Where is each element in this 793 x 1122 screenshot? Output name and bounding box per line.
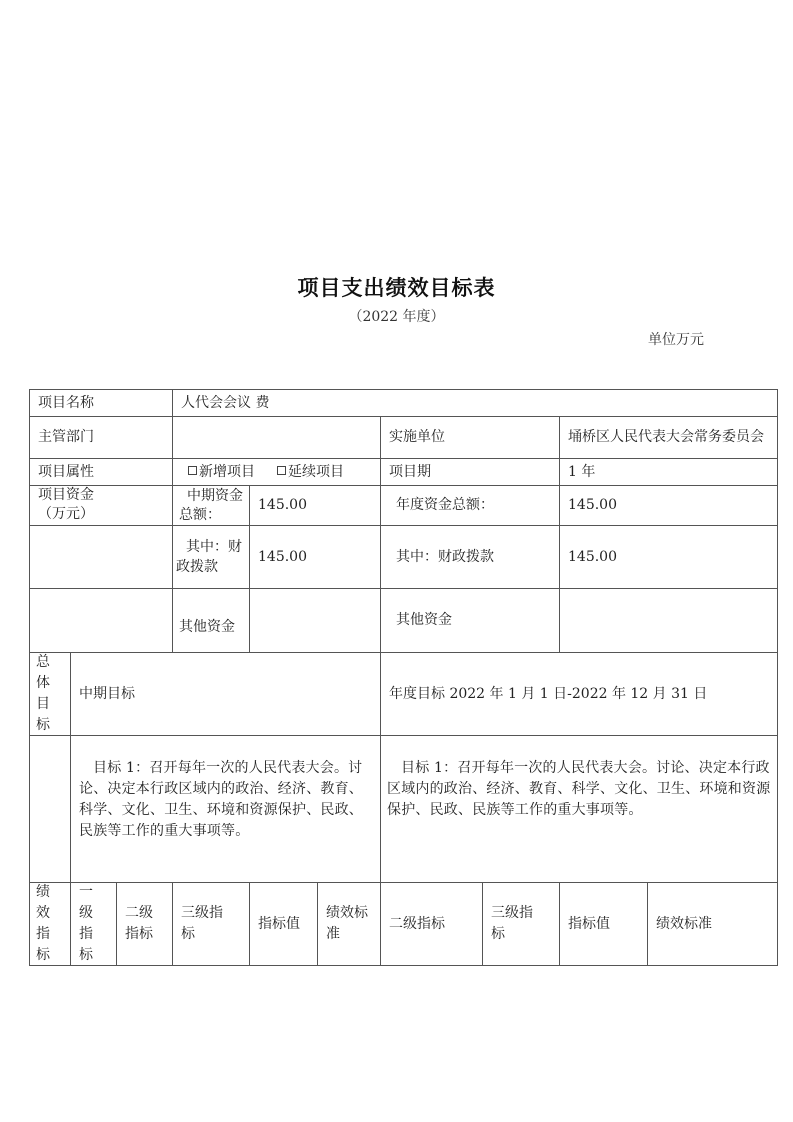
- attr-label: 项目属性: [38, 463, 94, 480]
- attr-continue-option[interactable]: [277, 462, 344, 483]
- standard-left-header: 绩效标准: [326, 905, 368, 942]
- attr-continue-label: 延续项目: [288, 463, 344, 480]
- annual-goal-text: 目标 1：召开每年一次的人民代表大会。讨论、决定本行政区域内的政治、经济、教育、科学、文化、卫生、环境和资源保护、民政、民族等工作的重大事项等。: [387, 760, 771, 818]
- mid-goal-label: 中期目标: [79, 685, 135, 702]
- mid-other-label: 其他资金: [179, 619, 235, 635]
- annual-fiscal-value: 145.00: [568, 548, 617, 565]
- unit-label: 单位万元: [648, 332, 704, 348]
- mid-fiscal-value: 145.00: [258, 548, 307, 565]
- attr-new-option[interactable]: [188, 462, 255, 483]
- level1-header: 一级指标: [79, 884, 93, 963]
- level3-right-header-cell: [482, 882, 560, 966]
- level3-right-header: 三级指标: [491, 905, 533, 942]
- project-name-label-cell: [29, 389, 173, 417]
- annual-fiscal-value-cell: [559, 525, 778, 589]
- period-value-cell: [559, 458, 778, 486]
- mid-fiscal-value-cell: [249, 525, 381, 589]
- level2-right-header-cell: [380, 882, 483, 966]
- funds-label-cell: [29, 485, 173, 526]
- annual-total-value-cell: [559, 485, 778, 526]
- annual-goal-label-cell: [380, 652, 778, 736]
- annual-fiscal-label-cell: [380, 525, 560, 589]
- mid-total-value: 145.00: [258, 497, 307, 513]
- project-name-value-cell: [172, 389, 778, 417]
- mid-goal-label-cell: [70, 652, 381, 736]
- level1-header-cell: [70, 882, 117, 966]
- annual-goal-text-cell: [380, 735, 778, 883]
- impl-unit-label-cell: [380, 416, 560, 459]
- empty-checkbox-icon[interactable]: [188, 466, 197, 475]
- impl-unit-label: 实施单位: [389, 429, 445, 445]
- annual-total-label: 年度资金总额：: [396, 497, 494, 513]
- page-subtitle: （2022 年度）: [348, 309, 445, 325]
- dept-label-cell: [29, 416, 173, 459]
- impl-unit-value: 埇桥区人民代表大会常务委员会: [568, 429, 764, 445]
- other-blank-cell: [29, 588, 173, 653]
- value-right-header-cell: [559, 882, 648, 966]
- mid-total-label-cell: [172, 485, 250, 526]
- annual-total-value: 145.00: [568, 497, 617, 513]
- empty-checkbox-icon[interactable]: [277, 466, 286, 475]
- dept-value-cell: [172, 416, 381, 459]
- project-name-value: 人代会会议 费: [181, 394, 270, 411]
- annual-other-value-cell: [559, 588, 778, 653]
- mid-other-label-cell: [172, 588, 250, 653]
- mid-other-value-cell: [249, 588, 381, 653]
- overall-goal-label-cell: [29, 652, 71, 736]
- standard-left-header-cell: [317, 882, 381, 966]
- annual-other-label-cell: [380, 588, 560, 653]
- value-right-header: 指标值: [568, 915, 610, 932]
- period-label: 项目期: [389, 463, 431, 480]
- project-name-label: 项目名称: [38, 394, 94, 411]
- attr-options-cell: [172, 458, 381, 486]
- overall-goal-label: 总体目标: [36, 654, 50, 733]
- period-value: 1 年: [568, 463, 596, 480]
- value-left-header-cell: [249, 882, 318, 966]
- attr-label-cell: [29, 458, 173, 486]
- page-title: 项目支出绩效目标表: [297, 276, 496, 300]
- mid-fiscal-label-cell: [172, 525, 250, 589]
- mid-fiscal-label: 其中：财政拨款: [176, 539, 242, 575]
- level2-left-header-cell: [116, 882, 173, 966]
- annual-total-label-cell: [380, 485, 560, 526]
- annual-fiscal-label: 其中：财政拨款: [396, 548, 494, 565]
- annual-goal-label: 年度目标 2022 年 1 月 1 日-2022 年 12 月 31 日: [389, 685, 708, 702]
- goal-text-blank-cell: [29, 735, 71, 883]
- perf-label: 绩效指标: [36, 884, 50, 963]
- level2-right-header: 二级指标: [389, 915, 445, 932]
- level3-left-header: 三级指标: [181, 905, 223, 942]
- mid-goal-text-cell: [70, 735, 381, 883]
- standard-right-header-cell: [647, 882, 778, 966]
- impl-unit-value-cell: [559, 416, 778, 459]
- funds-label: 项目资金（万元）: [38, 487, 94, 522]
- mid-goal-text: 目标 1：召开每年一次的人民代表大会。讨论、决定本行政区域内的政治、经济、教育、科学、文化、卫生、环境和资源保护、民政、民族等工作的重大事项等。: [79, 760, 363, 839]
- value-left-header: 指标值: [258, 915, 300, 932]
- standard-right-header: 绩效标准: [656, 915, 712, 932]
- mid-total-value-cell: [249, 485, 381, 526]
- attr-new-label: 新增项目: [199, 463, 255, 480]
- period-label-cell: [380, 458, 560, 486]
- mid-total-label: 中期资金总额：: [179, 487, 243, 523]
- dept-label: 主管部门: [38, 429, 94, 445]
- perf-label-cell: [29, 882, 71, 966]
- level3-left-header-cell: [172, 882, 250, 966]
- level2-left-header: 二级指标: [125, 905, 153, 942]
- annual-other-label: 其他资金: [396, 612, 452, 628]
- fiscal-blank-cell: [29, 525, 173, 589]
